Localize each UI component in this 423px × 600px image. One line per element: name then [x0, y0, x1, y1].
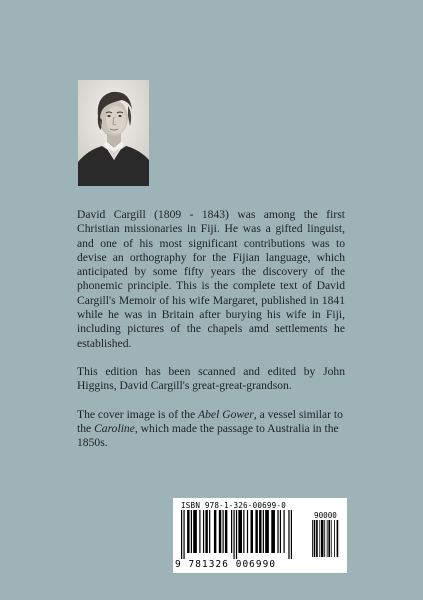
- barcode-bar: [203, 510, 204, 553]
- barcode-bar: [265, 510, 269, 553]
- barcode-bar: [243, 510, 244, 553]
- blurb-paragraph-cover-image: [77, 408, 345, 451]
- barcode-bar: [324, 520, 325, 557]
- barcode-bar: [255, 510, 257, 553]
- ean-barcode-bars: [181, 510, 303, 559]
- barcode-bar: [191, 510, 192, 553]
- isbn-label: ISBN 978-1-326-00699-0: [181, 501, 286, 510]
- addon-barcode-bars: [312, 520, 342, 563]
- barcode-bar: [334, 520, 335, 557]
- barcode-bar: [288, 510, 289, 559]
- cover-image-text-end: , which made the passage to Australia in the 1850s.: [77, 421, 339, 450]
- barcode-bar: [238, 510, 242, 553]
- barcode-bar: [187, 510, 189, 553]
- barcode-bar: [199, 510, 200, 553]
- barcode-bar: [291, 510, 292, 559]
- barcode-bar: [193, 510, 197, 553]
- barcode-bar: [327, 520, 328, 557]
- barcode-bar: [205, 510, 207, 553]
- author-portrait: [78, 80, 149, 186]
- barcode-bar: [321, 520, 323, 557]
- ship-name-abel-gower: Abel Gower: [198, 407, 254, 421]
- barcode-bar: [233, 510, 234, 559]
- blurb-paragraph-bio: David Cargill (1809 - 1843) was among the first Christian missionaries in Fiji. He was a gifted linguist, and one of his most significant contributions was to devise an orthography for the Fijian language, which anticipated by some fifty years the discovery of the phonemic principle. This is the complete text of David Cargill's Memoir of his wife Margaret, published in 1841 while he was in Britain after burying his wife in Fiji, including pictures of the chapels amd settlements he established.: [77, 208, 345, 350]
- back-cover-blurb: [77, 208, 345, 464]
- barcode-bar: [331, 520, 332, 557]
- blurb-paragraph-edition: This edition has been scanned and edited by John Higgins, David Cargill's great-great-grandson.: [77, 364, 345, 393]
- barcode-bar: [259, 510, 261, 553]
- barcode-bar: [319, 520, 320, 557]
- barcode-bar: [277, 510, 278, 553]
- barcode-bar: [219, 510, 221, 553]
- cover-image-text-mid: , a vessel similar to the: [77, 407, 343, 435]
- barcode-bar: [222, 510, 223, 553]
- barcode-bar: [183, 510, 184, 559]
- barcode-bar: [209, 510, 210, 553]
- barcode-bar: [312, 520, 313, 557]
- price-code: 90000: [314, 511, 337, 520]
- barcode-bar: [271, 510, 275, 553]
- portrait-engraving: [78, 80, 149, 186]
- barcode-bar: [280, 510, 281, 553]
- barcode-bar: [314, 520, 316, 557]
- barcode-bar: [251, 510, 253, 553]
- cover-image-text-start: The cover image is of the: [77, 407, 199, 421]
- barcode-bar: [263, 510, 264, 553]
- barcode-bar: [181, 510, 182, 559]
- barcode-bar: [236, 510, 237, 559]
- isbn-barcode-box: [173, 498, 347, 573]
- barcode-bar: [328, 520, 330, 557]
- ean-digits: 9 781326 006990: [175, 559, 277, 570]
- barcode-bar: [283, 510, 284, 553]
- barcode-bar: [225, 510, 227, 553]
- barcode-bar: [337, 520, 339, 557]
- barcode-bar: [231, 510, 232, 553]
- barcode-bar: [214, 510, 216, 553]
- barcode-bar: [247, 510, 248, 553]
- barcode-bar: [316, 520, 318, 557]
- ship-name-caroline: Caroline: [94, 421, 135, 435]
